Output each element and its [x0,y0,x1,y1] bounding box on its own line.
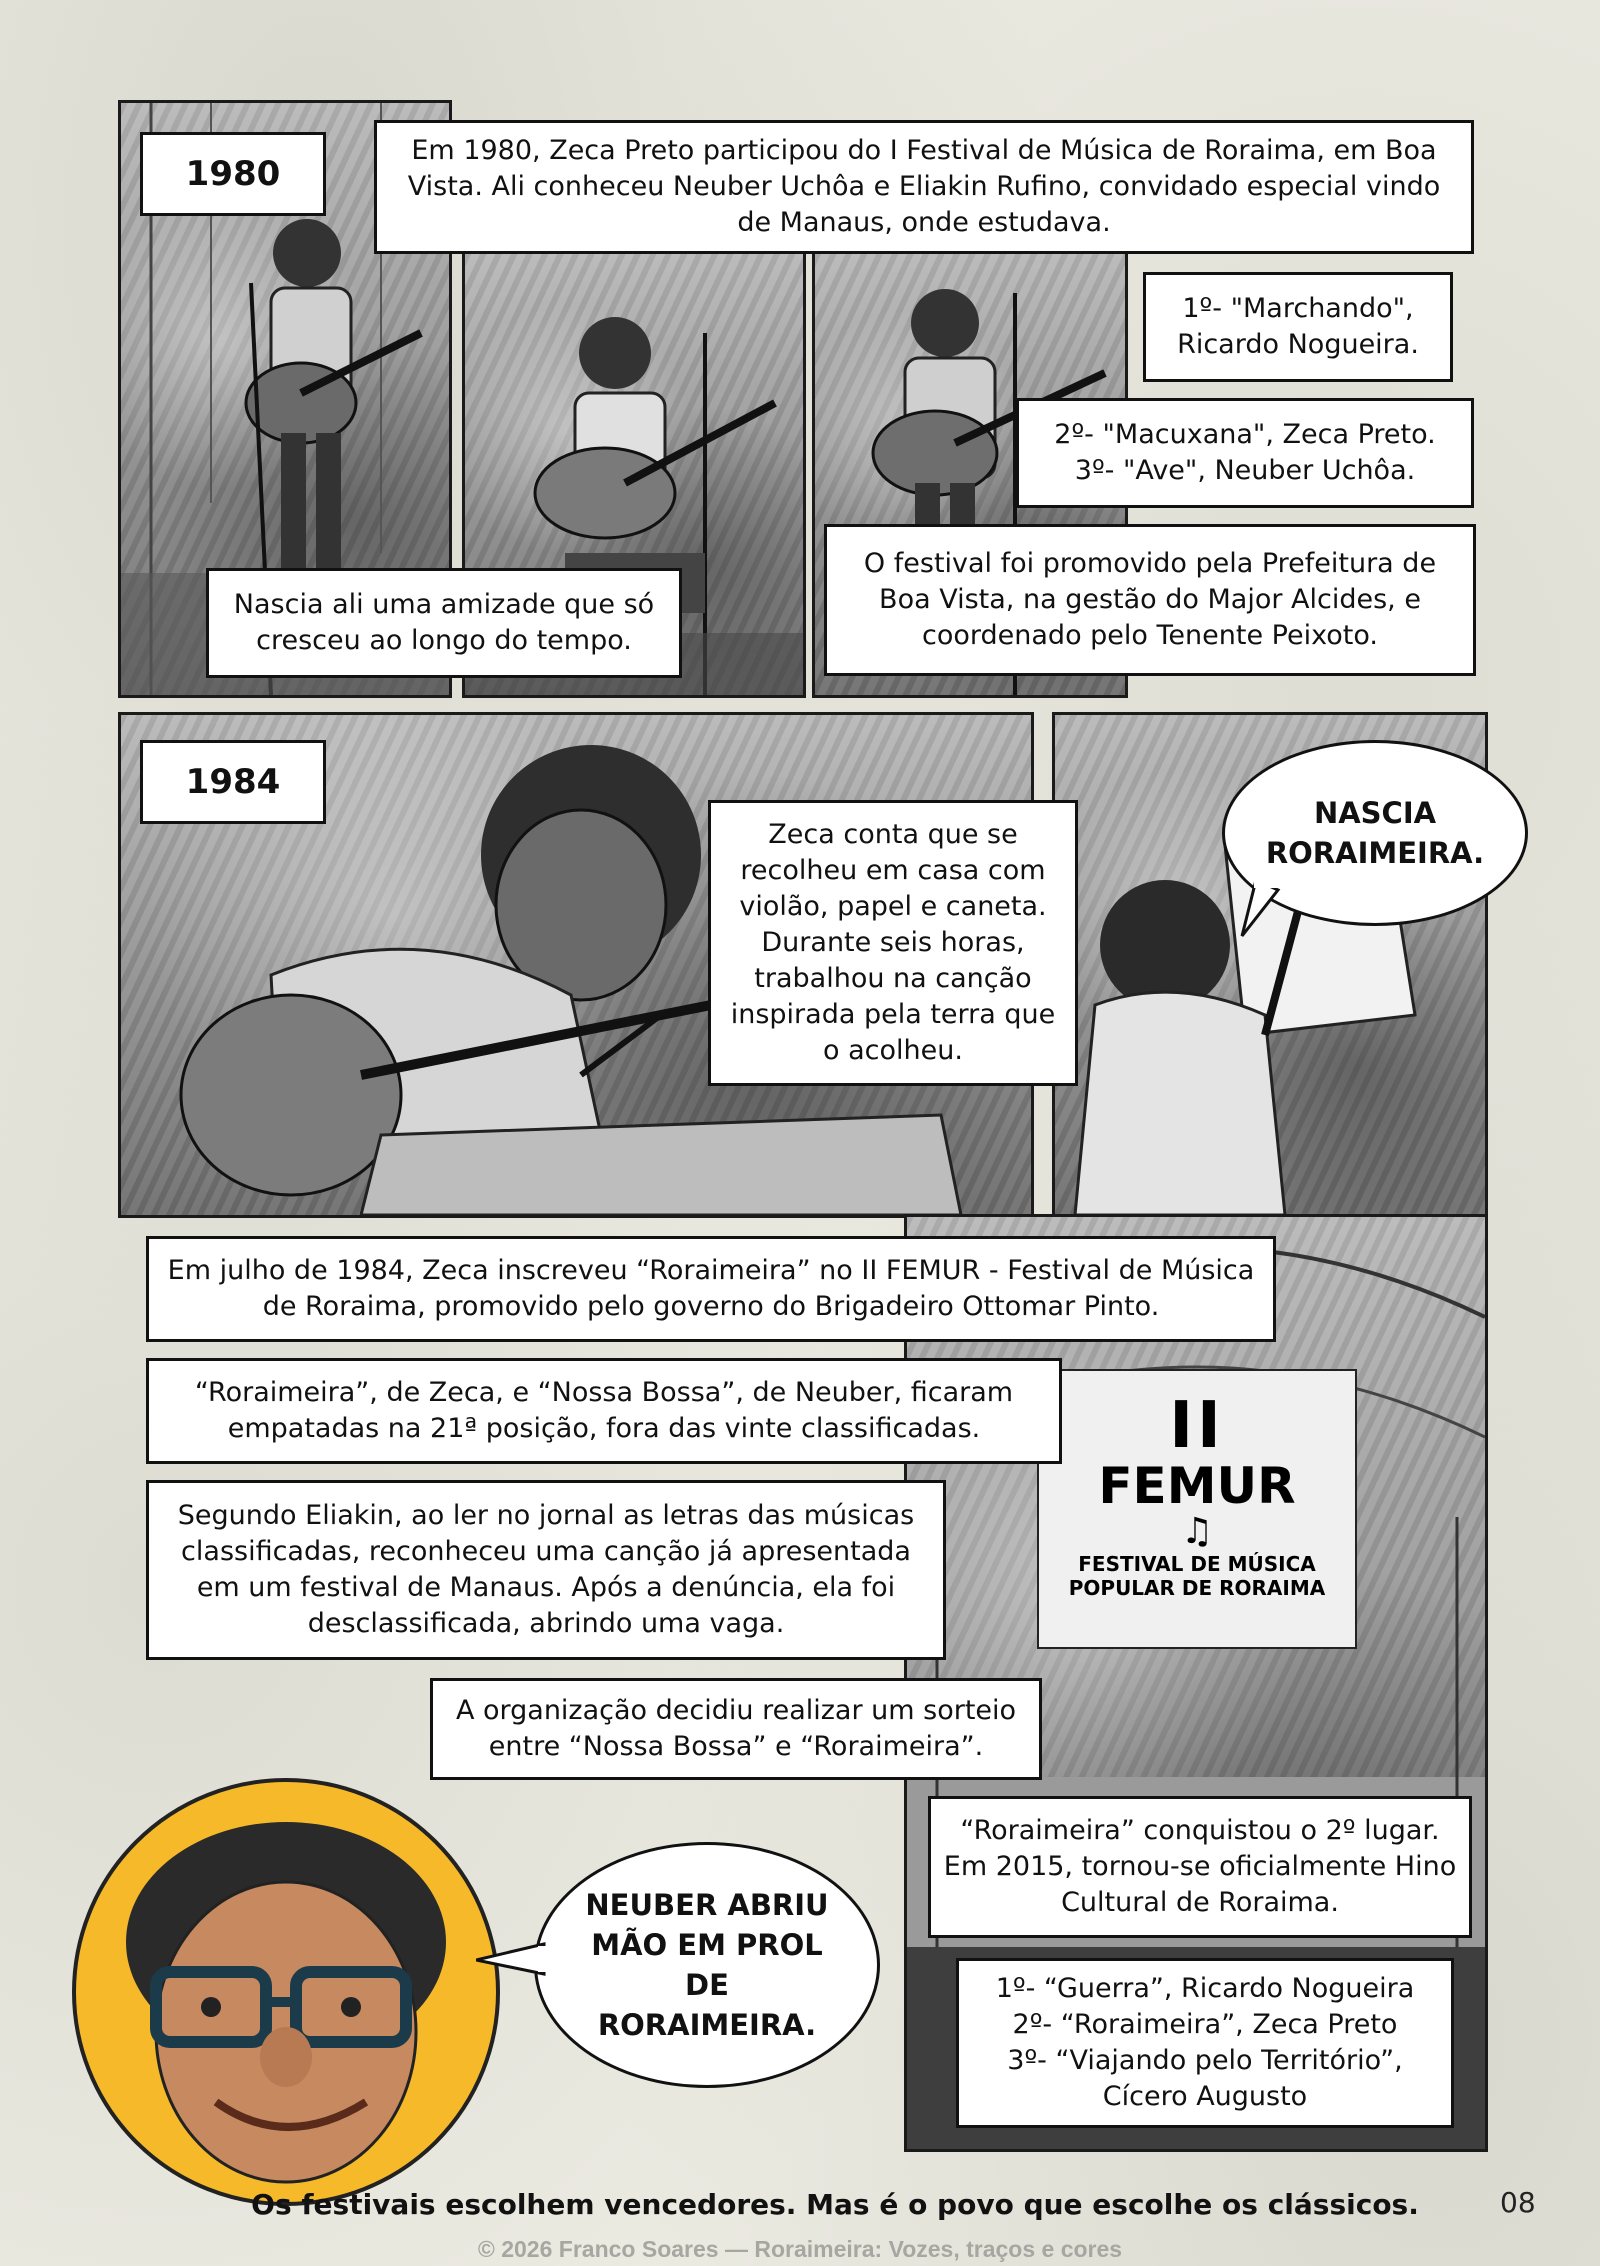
banner-roman-numeral: II [1169,1389,1225,1463]
caption-festival-promoted: O festival foi promovido pela Prefeitura de Boa Vista, na gestão do Major Alcides, e coordenado pelo Tenente Peixoto. [824,524,1476,676]
result-first-1984: 1º- “Guerra”, Ricardo Nogueira [995,1973,1415,2004]
banner-femur: FEMUR [1098,1457,1296,1515]
banner-festival: FESTIVAL DE MÚSICA [1078,1552,1316,1576]
femur-banner [1037,1369,1357,1649]
year-1980-label: 1980 [140,132,326,216]
caption-zeca-home: Zeca conta que se recolheu em casa com violão, papel e caneta. Durante seis horas, trabalhou na canção inspirada pela terra que o acolheu. [708,800,1078,1086]
footer-quote: Os festivais escolhem vencedores. Mas é o povo que escolhe os clássicos. [251,2188,1419,2221]
caption-second-third-1980 [1016,398,1474,508]
music-note-icon: ♫ [1180,1511,1214,1552]
caption-intro-1980: Em 1980, Zeca Preto participou do I Festival de Música de Roraima, em Boa Vista. Ali conheceu Neuber Uchôa e Eliakin Rufino, convidado especial vindo de Manaus, onde estudava. [374,120,1474,254]
result-third-1984: 3º- “Viajando pelo Território”, [1007,2045,1403,2076]
caption-first-place-1980: 1º- "Marchando", Ricardo Nogueira. [1143,272,1453,382]
caption-eliakin: Segundo Eliakin, ao ler no jornal as letras das músicas classificadas, reconheceu uma canção já apresentada em um festival de Manaus. Após a denúncia, ela foi desclassificada, abrindo uma vaga. [146,1480,946,1660]
speech-bubble-neuber: NEUBER ABRIU MÃO EM PROL DE RORAIMEIRA. [534,1842,880,2088]
caption-third-1980: 3º- "Ave", Neuber Uchôa. [1074,455,1416,486]
result-second-1984: 2º- “Roraimeira”, Zeca Preto [1012,2009,1398,2040]
speech-bubble-neuber-tail [476,1940,546,1980]
speech-bubble-nascia: NASCIA RORAIMEIRA. [1222,740,1528,926]
caption-second-place: “Roraimeira” conquistou o 2º lugar. Em 2015, tornou-se oficialmente Hino Cultural de Roraima. [928,1796,1472,1938]
year-1984-label: 1984 [140,740,326,824]
caption-july-1984: Em julho de 1984, Zeca inscreveu “Roraimeira” no II FEMUR - Festival de Música de Roraima, promovido pelo governo do Brigadeiro Ottomar Pinto. [146,1236,1276,1342]
neuber-caricature-avatar [72,1778,500,2206]
caption-friendship: Nascia ali uma amizade que só cresceu ao longo do tempo. [206,568,682,678]
caption-draw: A organização decidiu realizar um sorteio entre “Nossa Bossa” e “Roraimeira”. [430,1678,1042,1780]
copyright: © 2026 Franco Soares — Roraimeira: Vozes, traços e cores [477,2236,1123,2262]
caricature-illustration [76,1782,496,2202]
caption-tied: “Roraimeira”, de Zeca, e “Nossa Bossa”, de Neuber, ficaram empatadas na 21ª posição, fora das vinte classificadas. [146,1358,1062,1464]
result-third-1984-author: Cícero Augusto [1102,2081,1308,2112]
page-number: 08 [1500,2186,1536,2219]
caption-results-1984 [956,1958,1454,2128]
speech-bubble-nascia-tail [1236,880,1296,940]
caption-second-1980: 2º- "Macuxana", Zeca Preto. [1054,419,1436,450]
banner-popular: POPULAR DE RORAIMA [1068,1576,1326,1600]
